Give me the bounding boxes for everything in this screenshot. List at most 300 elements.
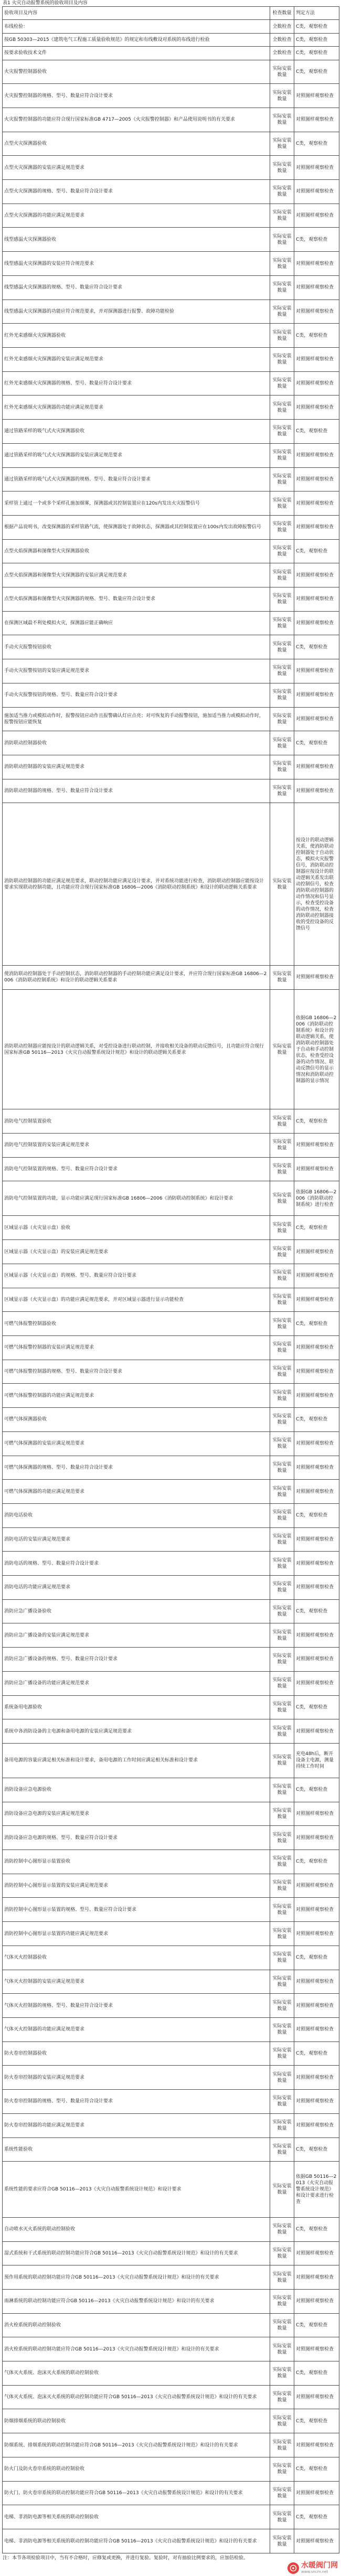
method-cell: 对照图样观察检查	[294, 966, 339, 990]
item-cell: 电梯、非消防电源等相关系统的联动控制验收	[3, 2505, 270, 2529]
item-cell: 消火栓系统的联动控制功能应符合GB 50116—2013《火灾自动报警系统设计规范》和设计的有关要求	[3, 2337, 270, 2361]
quantity-cell: 实际安装数量	[270, 132, 294, 156]
quantity-cell: 实际安装数量	[270, 443, 294, 467]
method-cell: 对照图样观察检查	[294, 1384, 339, 1408]
item-cell: 防烟系统、排烟系统的联动控制功能应符合GB 50116—2013《火灾自动报警系统设计规范》和设计的有关要求	[3, 2433, 270, 2457]
method-cell: 对照图样观察检查	[294, 156, 339, 180]
item-cell: 使消防联动控制器处于手动控制状态，消防联动控制器的手动控制功能应满足设计要求，并应符合现行国家标准GB 16806—2006《消防联动控制系统》和设计的联动逻辑关系要求	[3, 966, 270, 990]
quantity-cell: 实际安装数量	[270, 228, 294, 252]
method-cell: C类，观察检查	[294, 2457, 339, 2481]
method-cell: 对照图样观察检查	[294, 2433, 339, 2457]
quantity-cell: 实际安装数量	[270, 300, 294, 324]
method-cell: 对照图样观察检查	[294, 1802, 339, 1826]
quantity-cell: 实际安装数量	[270, 1157, 294, 1181]
table-row	[3, 60, 339, 84]
item-cell: 预作用系统的联动控制功能应符合GB 50116—2013《火灾自动报警系统设计规范》和设计的有关要求	[3, 2265, 270, 2290]
table-row	[3, 683, 339, 707]
table-row	[3, 2137, 339, 2162]
table-row	[3, 275, 339, 300]
quantity-cell: 实际安装数量	[270, 1264, 294, 1288]
quantity-cell: 全数检查	[270, 47, 294, 60]
quantity-cell: 实际安装数量	[270, 1109, 294, 1134]
table-row	[3, 1994, 339, 2018]
item-cell: 通过管路采样的吸气式火灾探测器验收	[3, 420, 270, 444]
item-cell: 可燃气体探测器的规格、型号、数量应符合设计要求	[3, 1456, 270, 1480]
quantity-cell: 实际安装数量	[270, 396, 294, 420]
item-cell: 消防联动控制器应能按设计的联动逻辑关系，对受控设备进行联动控制，并接收相关设备的联动反馈信号，且功能应符合现行国家标准GB 50116—2013《火灾自动报警系统设计规范》和设计的联动逻辑关系要求	[3, 989, 270, 1109]
item-cell: 消防联动控制器验收	[3, 731, 270, 755]
quantity-cell: 实际安装数量	[270, 755, 294, 779]
item-cell: 可燃气体探测器的功能应满足规范要求	[3, 1480, 270, 1504]
method-cell: C类，观察检查	[294, 2361, 339, 2386]
table-row	[3, 1850, 339, 1874]
table-row	[3, 635, 339, 659]
quantity-cell: 实际安装数量	[270, 2529, 294, 2553]
item-cell: 电梯、非消防电源等相关系统的联动控制功能应符合GB 50116—2013《火灾自动报警系统设计规范》和设计的有关要求	[3, 2529, 270, 2553]
table-row	[3, 2217, 339, 2241]
table-row	[3, 300, 339, 324]
table-caption: 表1 火灾自动报警系统的验收项目及内容	[3, 1, 88, 6]
item-cell: 消防联动控制器的功能应满足规范要求，联动控制功能应满足设计要求，并对系统功能进行检查，消防联动控制器应能按设计要求实现联动控制功能，且功能应符合现行国家标准GB 16806—2006《消防联动控制系统》和设计的联动逻辑关系要求	[3, 803, 270, 966]
quantity-cell: 实际安装数量	[270, 1288, 294, 1312]
item-cell: 线型感温火灾探测器的功能应符合规范要求，并对探测器进行报警、故障功能检验	[3, 300, 270, 324]
quantity-cell: 实际安装数量	[270, 2113, 294, 2137]
quantity-cell: 实际安装数量	[270, 467, 294, 491]
item-cell: 消防电气控制装置的安装应满足规范要求	[3, 1134, 270, 1158]
quantity-cell: 实际安装数量	[270, 2505, 294, 2529]
quantity-cell: 实际安装数量	[270, 1994, 294, 2018]
method-cell: 对照图样观察检查	[294, 1552, 339, 1576]
item-cell: 消防控制中心图形显示装置的功能应满足规范要求	[3, 1922, 270, 1946]
method-cell: 对照图样观察检查	[294, 1970, 339, 1994]
method-cell: C类，观察检查	[294, 420, 339, 444]
table-row	[3, 989, 339, 1109]
item-cell: 消防联动控制器的安装应满足规范要求	[3, 755, 270, 779]
item-cell: 可燃气体报警控制器的规格、型号、数量应符合设计要求	[3, 1360, 270, 1384]
item-cell: 区域显示器（火灾显示盘）验收	[3, 1216, 270, 1240]
quantity-cell: 实际安装数量	[270, 1599, 294, 1623]
table-row	[3, 1312, 339, 1336]
quantity-cell: 实际安装数量	[270, 1408, 294, 1432]
method-cell: C类，观察检查	[294, 1408, 339, 1432]
table-row	[3, 2241, 339, 2265]
method-cell: 对照图样观察检查	[294, 1994, 339, 2018]
quantity-cell: 实际安装数量	[270, 1312, 294, 1336]
quantity-cell: 实际安装数量	[270, 180, 294, 204]
item-cell: 消火栓系统的联动控制验收	[3, 2313, 270, 2337]
item-cell: 消防电气控制装置的规格、型号、数量应符合设计要求	[3, 1157, 270, 1181]
table-row	[3, 731, 339, 755]
table-row	[3, 1288, 339, 1312]
item-cell: 防火卷帘控制器验收	[3, 2041, 270, 2066]
method-cell: 对照图样观察检查	[294, 108, 339, 132]
item-cell: 区域显示器（火灾显示盘）的功能应满足规范要求，并对区域显示器进行显示功能检查	[3, 1288, 270, 1312]
item-cell: 通过管路采样的吸气式火灾探测器的安装应满足规范要求	[3, 443, 270, 467]
quantity-cell: 实际安装数量	[270, 1216, 294, 1240]
method-cell: 依据GB 16806—2006《消防联动控制系统》进行检查	[294, 1181, 339, 1216]
quantity-cell: 实际安装数量	[270, 1336, 294, 1360]
table-row	[3, 1576, 339, 1600]
quantity-cell: 实际安装数量	[270, 1946, 294, 1970]
method-cell: 对照图样观察检查	[294, 2529, 339, 2553]
quantity-cell: 实际安装数量	[270, 371, 294, 396]
item-cell: 按要求验收技术文件	[3, 47, 270, 60]
table-row	[3, 1826, 339, 1850]
item-cell: 区域显示器（火灾显示盘）的安装应满足规范要求	[3, 1240, 270, 1264]
table-row	[3, 2457, 339, 2481]
item-cell: 可燃气体报警控制器验收	[3, 1312, 270, 1336]
method-cell: 对照图样观察检查	[294, 491, 339, 516]
table-row	[3, 348, 339, 372]
quantity-cell: 实际安装数量	[270, 2041, 294, 2066]
method-cell: 依据GB 16806—2006《消防联动控制系统》和设计的联动逻辑关系，使消防联动控制器处于自动和手动控制状态，检查受控设备的动作情况、联动反馈信号的显示情况和消防联动控制器的显示情况	[294, 989, 339, 1109]
method-cell: 对照图样观察检查	[294, 683, 339, 707]
item-cell: 消防电话的规格、型号、数量应符合设计要求	[3, 1552, 270, 1576]
method-cell: 对照图样观察检查	[294, 300, 339, 324]
table-row	[3, 1922, 339, 1946]
method-cell: 对照图样观察检查	[294, 1360, 339, 1384]
item-cell: 点型火焰探测器和图像型火灾探测器验收	[3, 539, 270, 563]
item-cell: 雨淋系统的联动控制功能应符合GB 50116—2013《火灾自动报警系统设计规范》和设计的有关要求	[3, 2289, 270, 2313]
table-row	[3, 803, 339, 966]
method-cell: C类，观察检查	[294, 1216, 339, 1240]
quantity-cell: 实际安装数量	[270, 84, 294, 108]
quantity-cell: 实际安装数量	[270, 1850, 294, 1874]
table-row	[3, 2162, 339, 2218]
item-cell: 防烟排烟系统的联动控制验收	[3, 2409, 270, 2433]
table-row	[3, 2409, 339, 2433]
item-cell: 手动火灾报警按钮的规格、型号、数量应符合设计要求	[3, 683, 270, 707]
item-cell: 点型火灾探测器验收	[3, 132, 270, 156]
method-cell: 对照图样观察检查	[294, 515, 339, 539]
item-cell: 气体灭火系统、泡沫灭火系统的联动控制功能应符合GB 50116—2013《火灾自动报警系统设计规范》和设计的有关要求	[3, 2385, 270, 2409]
item-cell: 防火门及防火卷帘系统的联动控制验收	[3, 2457, 270, 2481]
table-row	[3, 1946, 339, 1970]
table-header-row	[3, 7, 339, 20]
quantity-cell: 全数检查	[270, 33, 294, 46]
table-row	[3, 1181, 339, 1216]
item-cell: 红外光束感烟火灾探测器的功能应满足规范要求	[3, 396, 270, 420]
method-cell: C类，观察检查	[294, 1599, 339, 1623]
quantity-cell: 实际安装数量	[270, 2090, 294, 2114]
item-cell: 消防应急广播设备的功能应满足规范要求	[3, 1671, 270, 1695]
item-cell: 手动火灾报警按钮验收	[3, 635, 270, 659]
header-item: 验收项目及内容	[3, 7, 270, 20]
method-cell: 充电48h后，断开设备主电源，测量持续工作时间	[294, 1743, 339, 1778]
method-cell: C类，观察检查	[294, 635, 339, 659]
quantity-cell: 实际安装数量	[270, 1743, 294, 1778]
table-row	[3, 252, 339, 276]
method-cell: 对照图样观察检查	[294, 2289, 339, 2313]
method-cell: 对照图样观察检查	[294, 2241, 339, 2265]
quantity-cell: 全数检查	[270, 20, 294, 33]
table-row	[3, 779, 339, 803]
item-cell: 系统备用电源验收	[3, 1695, 270, 1719]
table-row	[3, 2265, 339, 2290]
item-cell: 点型火灾探测器的规格、型号、数量应符合设计要求	[3, 180, 270, 204]
table-row	[3, 371, 339, 396]
item-cell: 气体灭火系统、泡沫灭火系统的联动控制验收	[3, 2361, 270, 2386]
table-row	[3, 1671, 339, 1695]
quantity-cell: 实际安装数量	[270, 611, 294, 635]
table-row	[3, 1648, 339, 1672]
method-cell: C类，观察检查	[294, 2137, 339, 2162]
quantity-cell: 实际安装数量	[270, 1802, 294, 1826]
item-cell: 线型感温火灾探测器验收	[3, 228, 270, 252]
table-row	[3, 1384, 339, 1408]
item-cell: 气体灭火控制器的功能应满足规范要求	[3, 2018, 270, 2042]
table-row	[3, 132, 339, 156]
quantity-cell: 实际安装数量	[270, 1134, 294, 1158]
table-row	[3, 324, 339, 348]
table-row	[3, 2113, 339, 2137]
table-row	[3, 1480, 339, 1504]
quantity-cell: 实际安装数量	[270, 989, 294, 1109]
method-cell: 对照图样观察检查	[294, 443, 339, 467]
item-cell: 消防设备应急电源的安装应满足规范要求	[3, 1802, 270, 1826]
method-cell: C类，观察检查	[294, 1109, 339, 1134]
table-row	[3, 2041, 339, 2066]
item-cell: 火灾报警控制器的功能应符合现行国家标准GB 4717—2005《火灾报警控制器》和产品使用说明书的有关要求	[3, 108, 270, 132]
quantity-cell: 实际安装数量	[270, 252, 294, 276]
quantity-cell: 实际安装数量	[270, 1576, 294, 1600]
table-row	[3, 1778, 339, 1802]
table-row	[3, 1431, 339, 1456]
table-row	[3, 1623, 339, 1648]
method-cell: C类，观察检查	[294, 1695, 339, 1719]
header-quantity: 检查数量	[270, 7, 294, 20]
item-cell: 可燃气体探测器验收	[3, 1408, 270, 1432]
table-row	[3, 47, 339, 60]
method-cell: 对照图样观察检查	[294, 2265, 339, 2290]
item-cell: 区域显示器（火灾显示盘）的规格、型号、数量应符合设计要求	[3, 1264, 270, 1288]
quantity-cell: 实际安装数量	[270, 491, 294, 516]
table-row	[3, 2018, 339, 2042]
quantity-cell: 实际安装数量	[270, 2361, 294, 2386]
method-cell: C类，观察检查	[294, 1312, 339, 1336]
method-cell: C类，观察检查	[294, 2217, 339, 2241]
table-row	[3, 1456, 339, 1480]
item-cell: 防火卷帘控制器的功能应满足规范要求	[3, 2113, 270, 2137]
method-cell: 对照图样观察检查	[294, 1671, 339, 1695]
table-row	[3, 2289, 339, 2313]
item-cell: 布线检验：	[3, 20, 270, 33]
item-cell: 消防控制中心图形显示装置的安装应满足规范要求	[3, 1874, 270, 1898]
table-row	[3, 1719, 339, 1744]
item-cell: 可燃气体报警控制器的功能应满足规范要求	[3, 1384, 270, 1408]
method-cell: C类，观察检查	[294, 33, 339, 46]
table-row	[3, 755, 339, 779]
item-cell: 线型感温火灾探测器的规格、型号、数量应符合设计要求	[3, 275, 270, 300]
quantity-cell: 实际安装数量	[270, 515, 294, 539]
method-cell: 对照图样观察检查	[294, 204, 339, 228]
item-cell: 系统性能的要求应符合GB 50116—2013《火灾自动报警系统设计规范》和设计要求	[3, 2162, 270, 2218]
method-cell: 对照图样观察检查	[294, 1431, 339, 1456]
table-row	[3, 539, 339, 563]
method-cell: 对照图样观察检查	[294, 707, 339, 731]
quantity-cell: 实际安装数量	[270, 1826, 294, 1850]
method-cell: 依据GB 50116—2013《火灾自动报警系统设计规范》和设计要求进行检查	[294, 2162, 339, 2218]
method-cell: 对照图样观察检查	[294, 563, 339, 587]
item-cell: 消防电话验收	[3, 1503, 270, 1527]
watermark	[287, 2562, 338, 2574]
quantity-cell: 实际安装数量	[270, 2457, 294, 2481]
method-cell: 对照图样观察检查	[294, 1288, 339, 1312]
item-cell: 可燃气体报警控制器的安装应满足规范要求	[3, 1336, 270, 1360]
method-cell: 对照图样观察检查	[294, 2481, 339, 2505]
method-cell: 对照图样观察检查	[294, 611, 339, 635]
method-cell: C类，观察检查	[294, 2313, 339, 2337]
table-row	[3, 2066, 339, 2090]
method-cell: 对照图样观察检查	[294, 1240, 339, 1264]
quantity-cell: 实际安装数量	[270, 2018, 294, 2042]
item-cell: 气体灭火控制器的规格、型号、数量应符合设计要求	[3, 1994, 270, 2018]
item-cell: 自动喷水灭火系统的联动控制验收	[3, 2217, 270, 2241]
quantity-cell: 实际安装数量	[270, 1922, 294, 1946]
table-row	[3, 1134, 339, 1158]
method-cell: C类，观察检查	[294, 132, 339, 156]
table-row	[3, 1874, 339, 1898]
table-row	[3, 2433, 339, 2457]
quantity-cell: 实际安装数量	[270, 60, 294, 84]
item-cell: 点型火焰探测器和图像型火灾探测器的安装应满足规范要求	[3, 563, 270, 587]
table-row	[3, 1336, 339, 1360]
item-cell: 点型火灾探测器的功能应满足规范要求	[3, 204, 270, 228]
quantity-cell: 实际安装数量	[270, 1384, 294, 1408]
table-row	[3, 659, 339, 683]
quantity-cell: 实际安装数量	[270, 2289, 294, 2313]
method-cell: 对照图样观察检查	[294, 1874, 339, 1898]
table-row	[3, 707, 339, 731]
quantity-cell: 实际安装数量	[270, 1719, 294, 1744]
item-cell: 点型火焰探测器和图像型火灾探测器的规格、型号、数量应符合设计要求	[3, 587, 270, 612]
table-row	[3, 2361, 339, 2386]
table-note: 注：本节各项检验项目中，当有不合格时，应修复或更换，并进行复验。复验时，对有抽验比例要求的，应加倍检验。	[3, 2556, 249, 2561]
quantity-cell: 实际安装数量	[270, 2481, 294, 2505]
table-row	[3, 420, 339, 444]
quantity-cell: 实际安装数量	[270, 1527, 294, 1552]
table-row	[3, 587, 339, 612]
method-cell: 对照图样观察检查	[294, 2090, 339, 2114]
method-cell: 对照图样观察检查	[294, 1336, 339, 1360]
method-cell: 对照图样观察检查	[294, 467, 339, 491]
quantity-cell: 实际安装数量	[270, 1874, 294, 1898]
quantity-cell: 实际安装数量	[270, 803, 294, 966]
item-cell: 消防应急广播设备的规格、型号、数量应符合设计要求	[3, 1648, 270, 1672]
method-cell: C类，观察检查	[294, 1850, 339, 1874]
method-cell: C类，观察检查	[294, 324, 339, 348]
item-cell: 消防控制中心图形显示装置验收	[3, 1850, 270, 1874]
table-row	[3, 2529, 339, 2553]
method-cell: 对照图样观察检查	[294, 371, 339, 396]
method-cell: 对照图样观察检查	[294, 348, 339, 372]
method-cell: C类，观察检查	[294, 60, 339, 84]
item-cell: 消防设备应急电源的规格、型号、数量应符合设计要求	[3, 1826, 270, 1850]
quantity-cell: 实际安装数量	[270, 1240, 294, 1264]
table-row	[3, 2385, 339, 2409]
method-cell: C类，观察检查	[294, 1778, 339, 1802]
quantity-cell: 实际安装数量	[270, 2066, 294, 2090]
quantity-cell: 实际安装数量	[270, 348, 294, 372]
quantity-cell: 实际安装数量	[270, 1778, 294, 1802]
method-cell: 对照图样观察检查	[294, 252, 339, 276]
table-row	[3, 1743, 339, 1778]
quantity-cell: 实际安装数量	[270, 420, 294, 444]
table-row	[3, 2313, 339, 2337]
item-cell: 手动火灾报警按钮的安装应满足规范要求	[3, 659, 270, 683]
quantity-cell: 实际安装数量	[270, 156, 294, 180]
quantity-cell: 实际安装数量	[270, 2409, 294, 2433]
method-cell: 对照图样观察检查	[294, 1157, 339, 1181]
table-row	[3, 563, 339, 587]
table-row	[3, 1802, 339, 1826]
method-cell: 对照图样观察检查	[294, 755, 339, 779]
item-cell: 消防设备应急电源验收	[3, 1778, 270, 1802]
table-row	[3, 467, 339, 491]
item-cell: 点型火灾探测器的安装应满足规范要求	[3, 156, 270, 180]
quantity-cell: 实际安装数量	[270, 1623, 294, 1648]
method-cell: C类，观察检查	[294, 2409, 339, 2433]
item-cell: 消防应急广播设备的安装应满足规范要求	[3, 1623, 270, 1648]
method-cell: C类，观察检查	[294, 2041, 339, 2066]
method-cell: 对照图样观察检查	[294, 1264, 339, 1288]
table-row	[3, 2337, 339, 2361]
table-row	[3, 1216, 339, 1240]
item-cell: 气体灭火控制器验收	[3, 1946, 270, 1970]
method-cell: 对照图样观察检查	[294, 2066, 339, 2090]
method-cell: 对照图样观察检查	[294, 2337, 339, 2361]
item-cell: 消防电话的安装应满足规范要求	[3, 1527, 270, 1552]
item-cell: 在探测区域最不利处模拟火灾，探测器应能正确响应	[3, 611, 270, 635]
method-cell: 对照图样观察检查	[294, 275, 339, 300]
item-cell: 按GB 50303—2015《建筑电气工程施工质量验收规范》的规定和有线敷设对系统的布线进行检验	[3, 33, 270, 46]
quantity-cell: 实际安装数量	[270, 2217, 294, 2241]
item-cell: 火灾报警控制器验收	[3, 60, 270, 84]
quantity-cell: 实际安装数量	[270, 779, 294, 803]
item-cell: 火灾报警控制器的规格、型号、数量应符合设计要求	[3, 84, 270, 108]
item-cell: 红外光束感烟火灾探测器验收	[3, 324, 270, 348]
valve-logo-icon	[287, 2562, 299, 2574]
item-cell: 通过管路采样的吸气式火灾探测器的规格、型号、数量应符合设计要求	[3, 467, 270, 491]
table-row	[3, 1527, 339, 1552]
table-row	[3, 204, 339, 228]
table-row	[3, 2505, 339, 2529]
table-row	[3, 1898, 339, 1922]
method-cell: 对照图样观察检查	[294, 1648, 339, 1672]
method-cell: 对照图样观察检查	[294, 1898, 339, 1922]
method-cell: 对照图样观察检查	[294, 1480, 339, 1504]
item-cell: 可燃气体探测器的安装应满足规范要求	[3, 1431, 270, 1456]
item-cell: 湿式系统和干式系统的联动控制功能应符合GB 50116—2013《火灾自动报警系统设计规范》和设计的有关要求	[3, 2241, 270, 2265]
method-cell: 对照图样观察检查	[294, 587, 339, 612]
table-row	[3, 1695, 339, 1719]
quantity-cell: 实际安装数量	[270, 324, 294, 348]
method-cell: 对照图样观察检查	[294, 396, 339, 420]
item-cell: 根据产品说明书，改变探测器的采样管路气流，使探测器处于故障状态，探测器或其控制装置应在100s内发出故障报警信号	[3, 515, 270, 539]
table-row	[3, 84, 339, 108]
watermark-url: www.sncm.net	[301, 2570, 328, 2574]
table-row	[3, 1408, 339, 1432]
method-cell: 对照图样观察检查	[294, 779, 339, 803]
method-cell: 对照图样观察检查	[294, 659, 339, 683]
item-cell: 线型感温火灾探测器的安装应符合规范要求	[3, 252, 270, 276]
table-row	[3, 396, 339, 420]
method-cell: 对照图样观察检查	[294, 1719, 339, 1744]
quantity-cell: 实际安装数量	[270, 2385, 294, 2409]
method-cell: 对照图样观察检查	[294, 2113, 339, 2137]
quantity-cell: 实际安装数量	[270, 2241, 294, 2265]
quantity-cell: 实际安装数量	[270, 1552, 294, 1576]
